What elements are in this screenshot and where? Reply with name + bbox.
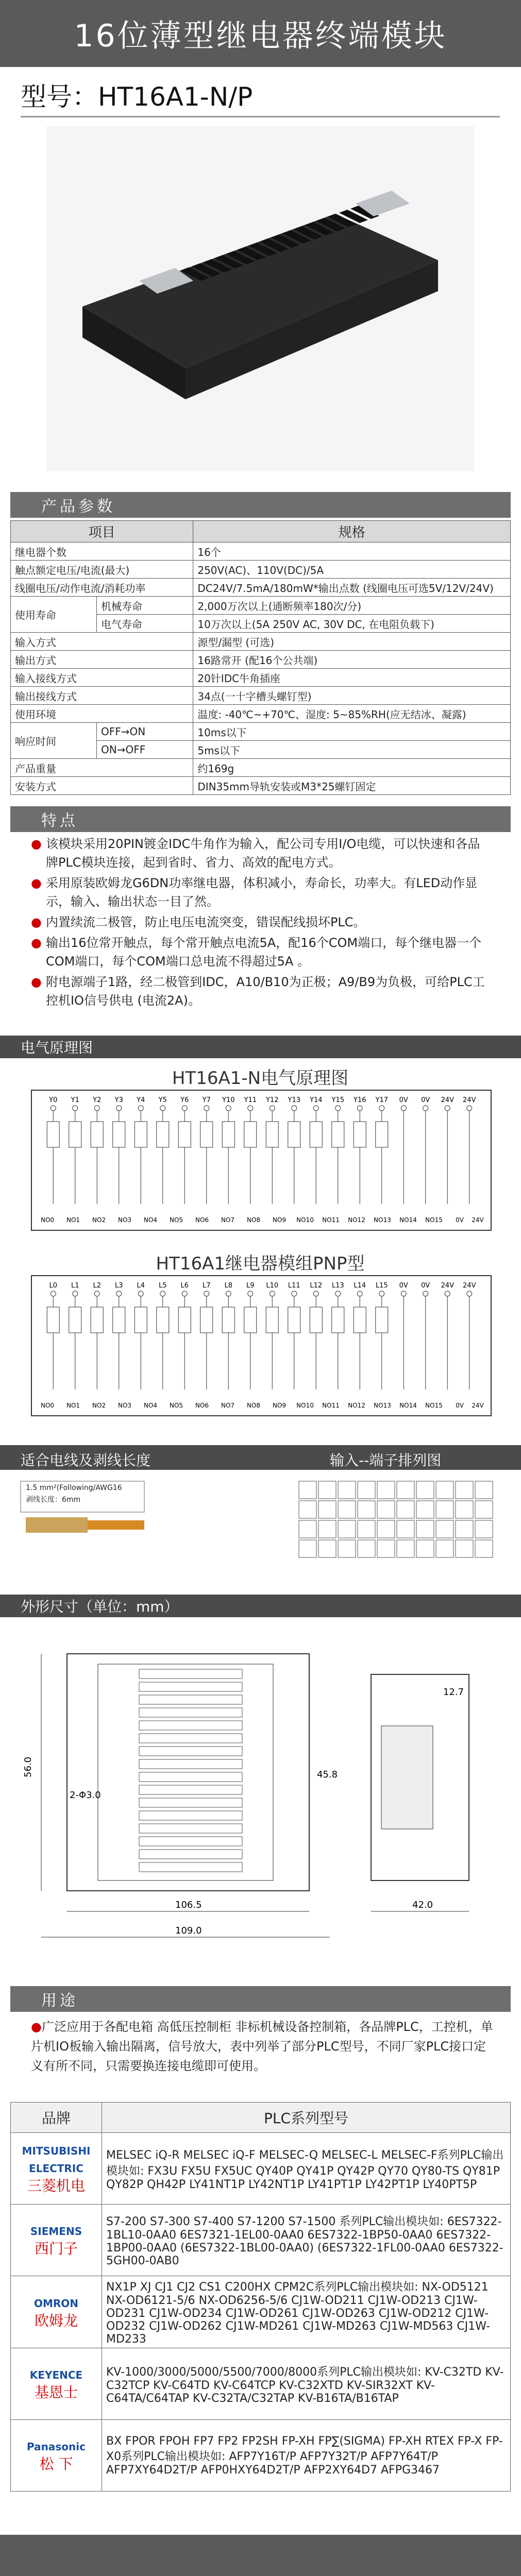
terminal-cell <box>358 1540 375 1557</box>
bullet-icon: ● <box>31 975 42 989</box>
output-label: NO5 <box>169 1216 183 1224</box>
terminal-dot <box>313 1291 318 1296</box>
spec-value: 5ms以下 <box>193 741 511 759</box>
terminal-dot <box>51 1291 56 1296</box>
terminal-cell <box>456 1481 473 1499</box>
terminal-dot <box>270 1106 275 1111</box>
terminal-dot <box>51 1106 56 1111</box>
terminal-cell <box>416 1481 434 1499</box>
input-label: 24V <box>463 1096 476 1104</box>
terminal-cell <box>456 1501 473 1518</box>
input-label: L3 <box>114 1282 123 1290</box>
terminal-dot <box>138 1291 143 1296</box>
dimension-drawing <box>21 1623 500 1953</box>
dim-width-outer: 109.0 <box>175 1925 202 1936</box>
input-label: L8 <box>224 1282 233 1290</box>
output-label: NO7 <box>221 1402 235 1409</box>
terminal-dot <box>226 1106 231 1111</box>
npn-schematic <box>31 1090 492 1231</box>
brand-models: BX FPOR FPOH FP7 FP2 FP2SH FP-XH FP∑(SIGMA) FP-XH RTEX FP-X FP-X0系列PLC输出模块如: AFP7Y16T/P AFP7Y32T/P AFP7Y64T/P AFP7XY64D2T/P AFP0HXY64D2T/P AFP2XY64D7 AFPG3467 <box>102 2420 511 2492</box>
footer-bar <box>0 2535 521 2576</box>
terminal-cell <box>338 1481 356 1499</box>
usage-section-title: 用途 <box>10 1986 511 2012</box>
spec-row <box>11 705 511 723</box>
spec-row <box>11 633 511 651</box>
terminal-dot <box>182 1106 187 1111</box>
wiring-right-title: 输入--端子排列图 <box>330 1452 442 1469</box>
output-label: NO12 <box>348 1402 365 1409</box>
brand-models: NX1P XJ CJ1 CJ2 CS1 C200HX CPM2C系列PLC输出模块如: NX-OD5121 NX-OD6121-5/6 NX-OD6256-5/6 CJ1W-OD211 CJ1W-OD213 CJ1W-OD231 CJ1W-OD234 CJ1W-OD261 CJ1W-OD263 CJ1W-OD212 CJ1W-OD232 CJ1W-OD262 CJ1W-MD261 CJ1W-MD263 CJ1W-MD563 CJ1W-MD233 <box>102 2276 511 2348</box>
terminal-cell <box>318 1481 336 1499</box>
spec-table <box>10 520 511 795</box>
input-label: 24V <box>441 1282 454 1290</box>
input-label: Y0 <box>49 1096 58 1104</box>
relay-coil <box>376 1122 388 1147</box>
input-label: 0V <box>399 1096 408 1104</box>
input-label: Y2 <box>93 1096 102 1104</box>
terminal-dot <box>116 1291 122 1296</box>
relay-coil <box>157 1307 169 1333</box>
terminal-dot <box>204 1291 209 1296</box>
terminal-dot <box>313 1106 318 1111</box>
terminal-dot <box>226 1291 231 1296</box>
relay-coil <box>91 1122 103 1147</box>
dim-width-inner: 106.5 <box>175 1900 202 1910</box>
terminal-dot <box>379 1291 384 1296</box>
relay-coil <box>135 1307 147 1333</box>
terminal-dot <box>138 1106 143 1111</box>
spec-value: 源型/漏型 (可选) <box>193 633 511 651</box>
terminal-dot <box>73 1291 78 1296</box>
brand-models: S7-200 S7-300 S7-400 S7-1200 S7-1500 系列PLC输出模块如: 6ES7322-1BL10-0AA0 6ES7321-1EL00-0AA0 6ES7322-1BP50-0AA0 6ES7322-1BP00-0AA0 (6ES7322-1BL00-0AA0) (6ES7322-1FL00-0AA0 6ES7322-5GH00-0AB0 <box>102 2205 511 2276</box>
spec-value: 34点(一十字槽头螺钉型) <box>193 687 511 705</box>
relay-coil <box>157 1122 169 1147</box>
wire-spec: 1.5 mm²(Following/AWG16 <box>26 1484 122 1492</box>
input-label: L4 <box>137 1282 145 1290</box>
terminal-cell <box>475 1520 493 1538</box>
brand-name: KEYENCE 基恩士 <box>11 2348 102 2420</box>
spec-row <box>11 723 511 741</box>
input-label: L6 <box>180 1282 189 1290</box>
col-spec-header: 规格 <box>193 521 511 543</box>
terminal-dot <box>160 1106 165 1111</box>
terminal-cell <box>456 1520 473 1538</box>
power-label: 0V <box>456 1216 464 1224</box>
terminal-cell <box>299 1481 316 1499</box>
brand-row <box>11 2420 511 2492</box>
spec-subitem: OFF→ON <box>97 723 193 741</box>
power-label: 0V <box>456 1402 464 1409</box>
input-label: Y5 <box>158 1096 167 1104</box>
feature-item: ● 采用原装欧姆龙G6DN功率继电器，体积减小，寿命长，功率大。有LED动作显示，输入、输出状态一目了然。 <box>31 874 490 911</box>
terminal-dot <box>379 1106 384 1111</box>
input-label: L12 <box>310 1282 323 1290</box>
output-label: NO12 <box>348 1216 365 1224</box>
output-label: NO10 <box>296 1216 314 1224</box>
bullet-icon: ● <box>31 936 42 950</box>
spec-subitem: 机械寿命 <box>97 597 193 615</box>
terminal-cell <box>299 1520 316 1538</box>
terminal-dot <box>401 1106 406 1111</box>
input-label: L10 <box>266 1282 279 1290</box>
input-label: L14 <box>354 1282 366 1290</box>
output-label: NO13 <box>374 1216 391 1224</box>
spec-item: 线圈电压/动作电流/消耗功率 <box>11 579 193 597</box>
bullet-icon: ● <box>31 915 42 929</box>
output-label: NO4 <box>143 1402 158 1409</box>
output-label: NO2 <box>92 1216 106 1224</box>
terminal-cell <box>416 1501 434 1518</box>
params-section-title: 产品参数 <box>10 492 511 518</box>
terminal-cell <box>299 1501 316 1518</box>
spec-item: 输入接线方式 <box>11 669 193 687</box>
spec-row <box>11 687 511 705</box>
product-photo <box>46 126 474 471</box>
spec-row <box>11 759 511 777</box>
spec-value: 2,000万次以上(通断频率180次/分) <box>193 597 511 615</box>
strip-length: 剥线长度：6mm <box>26 1496 81 1504</box>
spec-row <box>11 669 511 687</box>
output-label: NO13 <box>374 1402 391 1409</box>
input-label: 24V <box>463 1282 476 1290</box>
terminal-cell <box>299 1540 316 1557</box>
spec-value: 10ms以下 <box>193 723 511 741</box>
terminal-dot <box>335 1106 341 1111</box>
spec-item: 产品重量 <box>11 759 193 777</box>
terminal-cell <box>436 1481 453 1499</box>
spec-item: 安装方式 <box>11 777 193 795</box>
spec-row <box>11 777 511 795</box>
input-label: L11 <box>288 1282 300 1290</box>
dim-side: 45.8 <box>317 1769 338 1780</box>
spec-item: 输出接线方式 <box>11 687 193 705</box>
terminal-cell <box>318 1501 336 1518</box>
dim-small: 12.7 <box>443 1687 464 1698</box>
relay-coil <box>113 1307 125 1333</box>
terminal-cell <box>416 1520 434 1538</box>
output-label: NO14 <box>399 1216 417 1224</box>
terminal-dot <box>73 1106 78 1111</box>
relay-coil <box>332 1307 344 1333</box>
spec-subitem: ON→OFF <box>97 741 193 759</box>
brand-row <box>11 2133 511 2205</box>
terminal-cell <box>377 1540 395 1557</box>
terminal-dot <box>94 1106 99 1111</box>
terminal-cell <box>377 1481 395 1499</box>
terminal-cell <box>338 1501 356 1518</box>
relay-coil <box>69 1307 81 1333</box>
power-label: 24V <box>472 1216 484 1224</box>
terminal-cell <box>436 1501 453 1518</box>
output-label: NO10 <box>296 1402 314 1409</box>
spec-row <box>11 651 511 669</box>
relay-coil <box>310 1122 322 1147</box>
output-label: NO8 <box>246 1216 261 1224</box>
terminal-cell <box>358 1520 375 1538</box>
pnp-schematic <box>31 1275 492 1416</box>
terminal-dot <box>270 1291 275 1296</box>
terminal-dot <box>401 1291 406 1296</box>
terminal-dot <box>445 1291 450 1296</box>
model-label: 型号： <box>21 82 98 112</box>
input-label: Y3 <box>114 1096 123 1104</box>
input-label: L5 <box>158 1282 167 1290</box>
terminal-cell <box>456 1540 473 1557</box>
input-label: Y15 <box>331 1096 344 1104</box>
relay-coil <box>113 1122 125 1147</box>
terminal-dot <box>467 1291 472 1296</box>
spec-row <box>11 597 511 615</box>
terminal-dot <box>423 1106 428 1111</box>
spec-value: 温度: -40℃~+70℃、湿度: 5~85%RH(应无结冰、凝露) <box>193 705 511 723</box>
spec-row <box>11 561 511 579</box>
brand-name: MITSUBISHI ELECTRIC 三菱机电 <box>11 2133 102 2205</box>
output-label: NO9 <box>272 1402 287 1409</box>
feature-item: ● 该模块采用20PIN镀金IDC牛角作为输入，配公司专用I/O电缆，可以快速和各品牌PLC模块连接，起到省时、省力、高效的配电方式。 <box>31 835 490 872</box>
input-label: Y16 <box>354 1096 366 1104</box>
terminal-cell <box>475 1501 493 1518</box>
spec-item: 触点额定电压/电流(最大) <box>11 561 193 579</box>
brand-row <box>11 2205 511 2276</box>
spec-item: 响应时间 <box>11 723 97 759</box>
input-label: 0V <box>421 1096 430 1104</box>
brand-row <box>11 2276 511 2348</box>
terminal-dot <box>248 1106 253 1111</box>
output-label: NO3 <box>117 1402 132 1409</box>
brand-row <box>11 2348 511 2420</box>
input-label: L7 <box>202 1282 211 1290</box>
terminal-dot <box>467 1106 472 1111</box>
relay-coil <box>200 1122 213 1147</box>
feature-item: ● 附电源端子1路，经二极管到IDC，A10/B10为正极；A9/B9为负极，可给PLC工控机IO信号供电 (电流2A)。 <box>31 973 490 1010</box>
relay-coil <box>376 1307 388 1333</box>
brand-models: MELSEC iQ-R MELSEC iQ-F MELSEC-Q MELSEC-L MELSEC-F系列PLC输出模块如: FX3U FX5U FX5UC QY40P QY41P QY42P QY70 QY80-TS QY81P QY82P QH42P LY41NT1P LY42NT1P LY41PT1P LY42PT1P LY40PT5P <box>102 2133 511 2205</box>
spec-subitem: 电气寿命 <box>97 615 193 633</box>
input-label: Y6 <box>180 1096 189 1104</box>
features-list <box>31 835 490 1012</box>
relay-coil <box>200 1307 213 1333</box>
terminal-dot <box>204 1106 209 1111</box>
terminal-dot <box>94 1291 99 1296</box>
power-label: 24V <box>472 1402 484 1409</box>
output-label: NO6 <box>195 1402 209 1409</box>
spec-value: DC24V/7.5mA/180mW*输出点数 (线圈电压可选5V/12V/24V) <box>193 579 511 597</box>
terminal-cell <box>436 1520 453 1538</box>
relay-coil <box>244 1122 257 1147</box>
feature-item: ● 内置续流二极管，防止电压电流突变，错误配线损坏PLC。 <box>31 913 490 931</box>
spec-row <box>11 579 511 597</box>
input-label: Y7 <box>202 1096 211 1104</box>
usage-description: ●广泛应用于各配电箱 高低压控制柜 非标机械设备控制箱，各品牌PLC，工控机，单片机IO板输入输出隔离，信号放大，表中列举了部分PLC型号，不同厂家PLC接口定义有所不同，只需要换连接电缆即可使用。 <box>31 2020 493 2073</box>
terminal-cell <box>318 1540 336 1557</box>
terminal-cell <box>318 1520 336 1538</box>
relay-coil <box>310 1307 322 1333</box>
dimensions-section-title: 外形尺寸（单位：mm） <box>0 1595 521 1617</box>
terminal-cell <box>397 1481 414 1499</box>
terminal-cell <box>436 1540 453 1557</box>
relay-coil <box>69 1122 81 1147</box>
relay-coil <box>91 1307 103 1333</box>
output-label: NO3 <box>117 1216 132 1224</box>
output-label: NO9 <box>272 1216 287 1224</box>
spec-value: 16路常开 (配16个公共端) <box>193 651 511 669</box>
relay-coil <box>244 1307 257 1333</box>
relay-coil <box>332 1122 344 1147</box>
output-label: NO1 <box>66 1216 80 1224</box>
output-label: NO15 <box>425 1216 443 1224</box>
output-label: NO5 <box>169 1402 183 1409</box>
input-label: L1 <box>71 1282 79 1290</box>
output-label: NO0 <box>40 1402 55 1409</box>
terminal-dot <box>182 1291 187 1296</box>
dim-holes: 2-Φ3.0 <box>70 1790 101 1801</box>
terminal-cell <box>338 1540 356 1557</box>
terminal-dot <box>292 1106 297 1111</box>
relay-coil <box>354 1307 366 1333</box>
output-label: NO11 <box>322 1216 340 1224</box>
relay-coil <box>266 1122 278 1147</box>
terminal-cell <box>358 1481 375 1499</box>
terminal-cell <box>377 1501 395 1518</box>
output-label: NO11 <box>322 1402 340 1409</box>
page-title: 16位薄型继电器终端模块 <box>0 0 521 67</box>
wiring-bar <box>0 1445 521 1470</box>
bullet-icon: ● <box>31 837 42 851</box>
dim-depth: 42.0 <box>412 1900 433 1910</box>
npn-diagram-title: HT16A1-N电气原理图 <box>172 1068 349 1089</box>
output-label: NO0 <box>40 1216 55 1224</box>
terminal-dot <box>335 1291 341 1296</box>
terminal-dot <box>248 1291 253 1296</box>
spec-value: 10万次以上(5A 250V AC, 30V DC, 在电阻负载下) <box>193 615 511 633</box>
relay-coil <box>266 1307 278 1333</box>
input-label: Y17 <box>375 1096 388 1104</box>
features-section-title: 特点 <box>10 806 511 832</box>
terminal-cell <box>397 1540 414 1557</box>
spec-item: 使用寿命 <box>11 597 97 633</box>
input-label: L2 <box>93 1282 102 1290</box>
brand-name: SIEMENS 西门子 <box>11 2205 102 2276</box>
relay-coil <box>288 1307 300 1333</box>
input-label: Y4 <box>137 1096 145 1104</box>
spec-item: 输出方式 <box>11 651 193 669</box>
relay-coil <box>47 1307 59 1333</box>
output-label: NO6 <box>195 1216 209 1224</box>
brand-name: OMRON 欧姆龙 <box>11 2276 102 2348</box>
feature-item: ● 输出16位常开触点，每个常开触点电流5A，配16个COM端口，每个继电器一个COM端口，每个COM端口总电流不得超过5A 。 <box>31 934 490 971</box>
dim-height: 56.0 <box>23 1756 33 1777</box>
output-label: NO1 <box>66 1402 80 1409</box>
input-label: Y12 <box>266 1096 279 1104</box>
terminal-dot <box>357 1106 362 1111</box>
spec-value: 约169g <box>193 759 511 777</box>
spec-value: DIN35mm导轨安装或M3*25螺钉固定 <box>193 777 511 795</box>
model-heading <box>21 76 253 113</box>
col-models-header: PLC系列型号 <box>102 2103 511 2133</box>
terminal-dot <box>160 1291 165 1296</box>
output-label: NO7 <box>221 1216 235 1224</box>
spec-value: 250V(AC)、110V(DC)/5A <box>193 561 511 579</box>
terminal-cell <box>416 1540 434 1557</box>
brand-table <box>10 2102 511 2492</box>
input-label: 0V <box>399 1282 408 1290</box>
input-label: Y14 <box>310 1096 323 1104</box>
relay-coil <box>47 1122 59 1147</box>
spec-row <box>11 543 511 561</box>
relay-coil <box>288 1122 300 1147</box>
spec-item: 继电器个数 <box>11 543 193 561</box>
terminal-cell <box>338 1520 356 1538</box>
output-label: NO8 <box>246 1402 261 1409</box>
schematic-section-title: 电气原理图 <box>0 1036 521 1058</box>
input-label: L0 <box>49 1282 58 1290</box>
terminal-cell <box>397 1520 414 1538</box>
input-label: Y11 <box>244 1096 257 1104</box>
relay-coil <box>222 1307 234 1333</box>
terminal-cell <box>377 1520 395 1538</box>
spec-value: 20针IDC牛角插座 <box>193 669 511 687</box>
input-label: L13 <box>331 1282 344 1290</box>
spec-item: 输入方式 <box>11 633 193 651</box>
col-item-header: 项目 <box>11 521 193 543</box>
terminal-cell <box>475 1481 493 1499</box>
input-label: L9 <box>246 1282 255 1290</box>
terminal-dot <box>116 1106 122 1111</box>
output-label: NO14 <box>399 1402 417 1409</box>
model-value: HT16A1-N/P <box>98 82 253 112</box>
input-label: Y13 <box>288 1096 300 1104</box>
brand-name: Panasonic 松 下 <box>11 2420 102 2492</box>
output-label: NO15 <box>425 1402 443 1409</box>
col-brand-header: 品牌 <box>11 2103 102 2133</box>
relay-coil <box>135 1122 147 1147</box>
terminal-cell <box>475 1540 493 1557</box>
divider <box>21 116 500 117</box>
terminal-dot <box>423 1291 428 1296</box>
terminal-dot <box>357 1291 362 1296</box>
terminal-dot <box>445 1106 450 1111</box>
bullet-icon: ● <box>31 876 42 890</box>
input-label: 0V <box>421 1282 430 1290</box>
input-label: Y1 <box>71 1096 79 1104</box>
output-label: NO2 <box>92 1402 106 1409</box>
input-label: Y10 <box>222 1096 235 1104</box>
spec-value: 16个 <box>193 543 511 561</box>
terminal-dot <box>292 1291 297 1296</box>
wiring-left-title: 适合电线及剥线长度 <box>21 1452 151 1469</box>
relay-coil <box>354 1122 366 1147</box>
brand-models: KV-1000/3000/5000/5500/7000/8000系列PLC输出模块如: KV-C32TD KV-C32TCP KV-C64TD KV-C64TCP KV-C32XTD KV-SIR32XT KV-C64TA/C64TAP KV-C32TA/C32TAP KV-B16TA/B16TAP <box>102 2348 511 2420</box>
terminal-cell <box>397 1501 414 1518</box>
input-label: 24V <box>441 1096 454 1104</box>
input-label: L15 <box>375 1282 388 1290</box>
relay-coil <box>178 1122 191 1147</box>
relay-coil <box>222 1122 234 1147</box>
output-label: NO4 <box>143 1216 158 1224</box>
terminal-cell <box>358 1501 375 1518</box>
spec-item: 使用环境 <box>11 705 193 723</box>
pnp-diagram-title: HT16A1继电器模组PNP型 <box>156 1253 365 1274</box>
relay-coil <box>178 1307 191 1333</box>
